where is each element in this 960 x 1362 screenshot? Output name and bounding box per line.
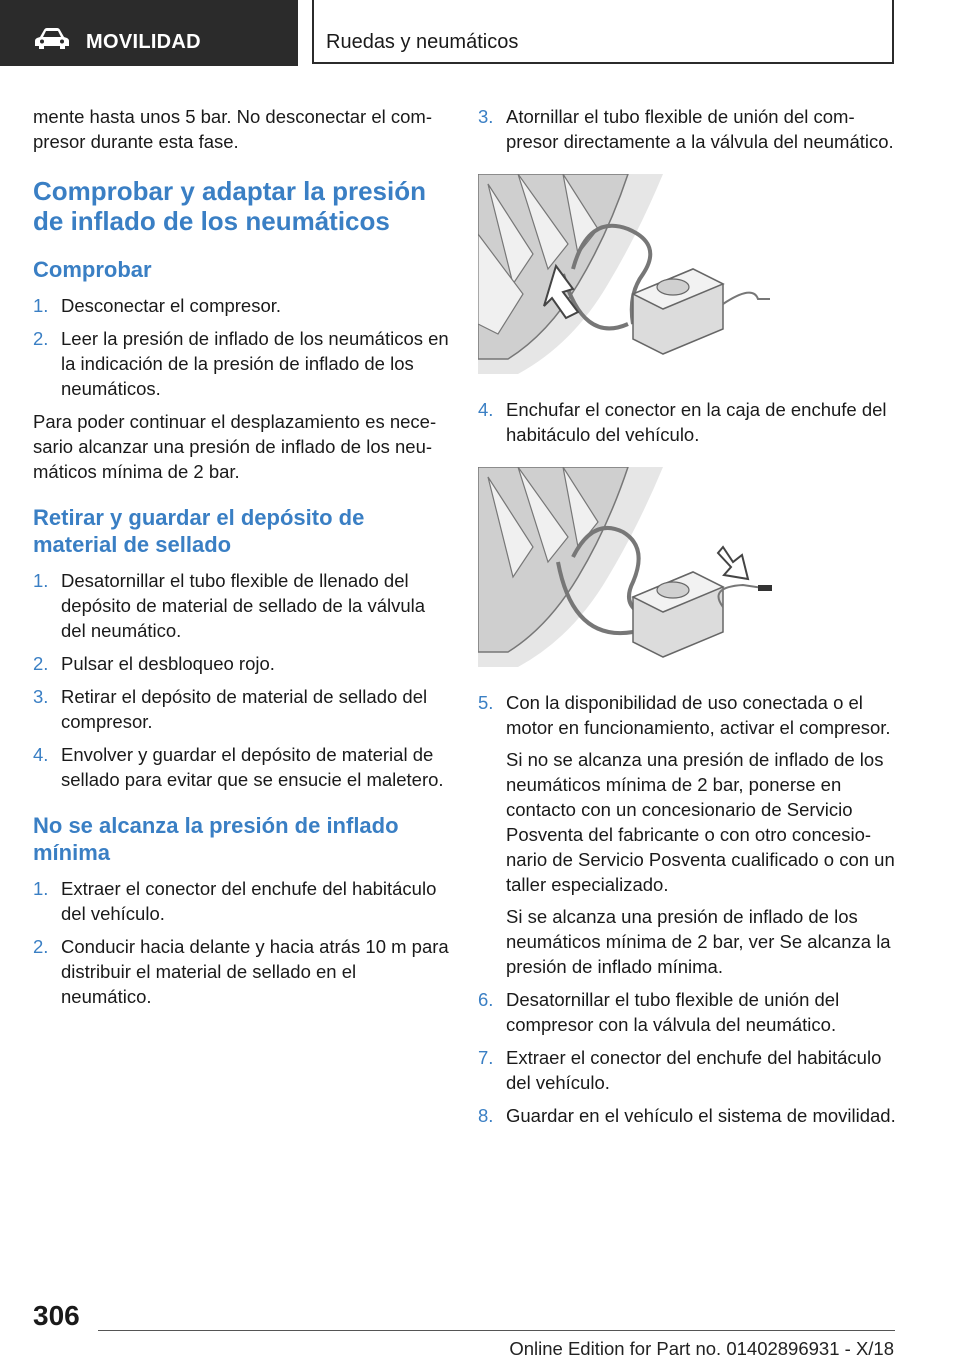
step-text: Pulsar el desbloqueo rojo.: [61, 653, 275, 674]
section-tab: [0, 0, 298, 66]
list-item: [33, 684, 451, 734]
step-text: Desconectar el compresor.: [61, 295, 282, 316]
list-item: [478, 397, 898, 447]
footer-divider: [98, 1330, 895, 1331]
step-text: Retirar el depósito de material de sellado del compresor.: [61, 686, 428, 732]
check-heading: Comprobar: [33, 257, 152, 282]
plug-steps: [478, 397, 898, 447]
list-item: [33, 876, 451, 926]
step-text: Extraer el conector del enchufe del habitáculo del vehículo.: [506, 1047, 882, 1093]
list-item: [33, 326, 451, 401]
step-number: 4.: [478, 399, 494, 420]
store-steps: [33, 568, 451, 792]
valve-connection-illustration: [478, 174, 778, 374]
step-number: 1.: [33, 878, 49, 899]
chapter-name: Ruedas y neumáticos: [326, 31, 519, 53]
compressor-icon: [633, 269, 770, 354]
socket-connection-illustration: [478, 467, 778, 667]
activate-steps: [478, 690, 898, 1128]
footer-edition: Online Edition for Part no. 01402896931 - X/18: [509, 1338, 894, 1359]
step-text: Enchufar el conector en la caja de enchufe del habitáculo del vehículo.: [506, 399, 887, 445]
store-heading: Retirar y guardar el depósito de material de sellado: [33, 505, 365, 557]
list-item: [33, 568, 451, 643]
wheel-icon: [478, 174, 663, 374]
list-item: [478, 690, 898, 979]
step-text: Guardar en el vehículo el sistema de movilidad.: [506, 1105, 896, 1126]
step-number: 1.: [33, 570, 49, 591]
step-subnote: Si se alcanza una presión de inflado de los neumáticos mínima de 2 bar, ver Se alcanza la presión de inflado mínima.: [506, 906, 891, 977]
list-item: [478, 1103, 898, 1128]
step-number: 3.: [33, 686, 49, 707]
step-number: 4.: [33, 744, 49, 765]
step-text: Desatornillar el tubo flexible de unión del compresor con la válvula del neumático.: [506, 989, 840, 1035]
list-item: [33, 651, 451, 676]
inflate-steps: [478, 104, 898, 154]
right-column: [478, 104, 898, 1136]
step-number: 1.: [33, 295, 49, 316]
step-text: Leer la presión de inflado de los neumáticos en la indicación de la presión de inflado de los neumáticos.: [61, 328, 449, 399]
list-item: [478, 1045, 898, 1095]
page-number: 306: [33, 1300, 80, 1331]
step-number: 3.: [478, 106, 494, 127]
intro-paragraph: mente hasta unos 5 bar. No desconectar el compresor durante esta fase.: [33, 106, 433, 152]
step-text: Atornillar el tubo flexible de unión del compresor directamente a la válvula del neumático.: [506, 106, 894, 152]
left-column: [33, 104, 451, 1017]
page-header: [0, 0, 960, 66]
compressor-icon: [633, 572, 772, 657]
not-reached-heading: No se alcanza la presión de inflado mínima: [33, 813, 399, 865]
step-number: 2.: [33, 328, 49, 349]
not-reached-steps: [33, 876, 451, 1009]
list-item: [33, 742, 451, 792]
list-item: [33, 934, 451, 1009]
list-item: [478, 987, 898, 1037]
section-name: MOVILIDAD: [86, 31, 201, 53]
pressure-note: Para poder continuar el desplazamiento es necesario alcanzar una presión de inflado de los neumáticos mínima de 2 bar.: [33, 411, 437, 482]
step-text: Conducir hacia delante y hacia atrás 10 m para distribuir el material de sellado en el neumático.: [61, 936, 449, 1007]
step-text: Con la disponibilidad de uso conectada o el motor en funcionamiento, activar el compresor.: [506, 692, 891, 738]
car-icon: [34, 27, 70, 51]
arrow-icon: [718, 547, 748, 579]
main-heading: Comprobar y adaptar la presión de inflado de los neumáticos: [33, 176, 426, 236]
check-steps: [33, 293, 451, 401]
step-number: 2.: [33, 936, 49, 957]
step-number: 6.: [478, 989, 494, 1010]
step-text: Extraer el conector del enchufe del habitáculo del vehículo.: [61, 878, 437, 924]
step-subnote: Si no se alcanza una presión de inflado de los neumáticos mínima de 2 bar, ponerse en contacto con un concesionario de Servicio Posventa del fabricante o con otro concesionario de Servicio Posventa cualificado o con un taller especializado.: [506, 749, 895, 895]
list-item: [478, 104, 898, 154]
list-item: [33, 293, 451, 318]
step-number: 8.: [478, 1105, 494, 1126]
step-number: 5.: [478, 692, 494, 713]
step-text: Envolver y guardar el depósito de material de sellado para evitar que se ensucie el maletero.: [61, 744, 444, 790]
step-text: Desatornillar el tubo flexible de llenado del depósito de material de sellado de la válvula del neumático.: [61, 570, 426, 641]
step-number: 2.: [33, 653, 49, 674]
step-number: 7.: [478, 1047, 494, 1068]
